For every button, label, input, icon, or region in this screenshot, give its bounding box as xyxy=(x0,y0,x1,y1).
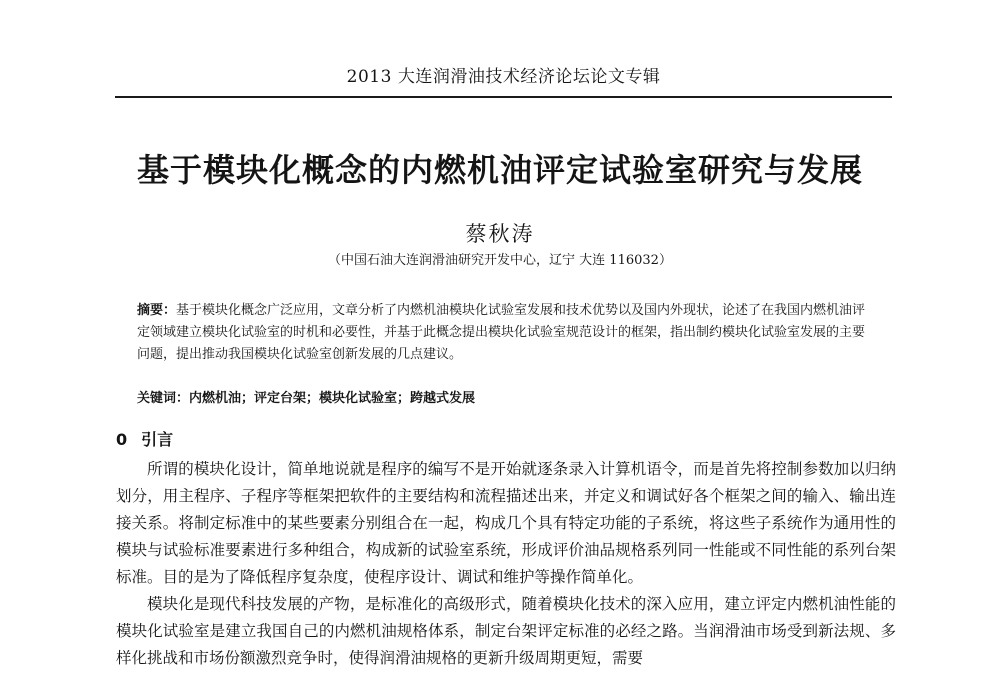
section-body xyxy=(116,456,896,672)
section-heading xyxy=(116,429,173,451)
section-number: 0 xyxy=(116,430,128,449)
body-paragraph: 模块化是现代科技发展的产物，是标准化的高级形式，随着模块化技术的深入应用，建立评定内燃机油性能的模块化试验室是建立我国自己的内燃机油规格体系，制定台架评定标准的必经之路。当润滑油市场受到新法规、多样化挑战和市场份额激烈竞争时，使得润滑油规格的更新升级周期更短，需要 xyxy=(116,595,896,667)
section-title: 引言 xyxy=(141,430,174,449)
abstract-text: 基于模块化概念广泛应用，文章分析了内燃机油模块化试验室发展和技术优势以及国内外现状，论述了在我国内燃机油评定领域建立模块化试验室的时机和必要性，并基于此概念提出模块化试验室规范设计的框架，指出制约模块化试验室发展的主要问题，提出推动我国模块化试验室创新发展的几点建议。 xyxy=(137,303,866,362)
author-name: 蔡秋涛 xyxy=(465,222,535,246)
keywords xyxy=(137,389,877,409)
header-rule xyxy=(115,96,892,98)
abstract-label: 摘要： xyxy=(137,303,177,318)
running-header: 2013 大连润滑油技术经济论坛论文专辑 xyxy=(346,67,661,87)
author-affiliation: （中国石油大连润滑油研究开发中心，辽宁 大连 116032） xyxy=(328,253,672,268)
paper-title: 基于模块化概念的内燃机油评定试验室研究与发展 xyxy=(136,151,863,189)
keywords-label: 关键词： xyxy=(137,391,190,406)
keywords-text: 内燃机油；评定台架；模块化试验室；跨越式发展 xyxy=(189,391,476,406)
abstract xyxy=(137,300,877,366)
body-paragraph: 所谓的模块化设计，简单地说就是程序的编写不是开始就逐条录入计算机语令，而是首先将控制参数加以归纳划分，用主程序、子程序等框架把软件的主要结构和流程描述出来，并定义和调试好各个框架之间的输入、输出连接关系。将制定标准中的某些要素分别组合在一起，构成几个具有特定功能的子系统，将这些子系统作为通用性的模块与试验标准要素进行多种组合，构成新的试验室系统，形成评价油品规格系列同一性能或不同性能的系列台架标准。目的是为了降低程序复杂度，使程序设计、调试和维护等操作简单化。 xyxy=(116,460,896,586)
